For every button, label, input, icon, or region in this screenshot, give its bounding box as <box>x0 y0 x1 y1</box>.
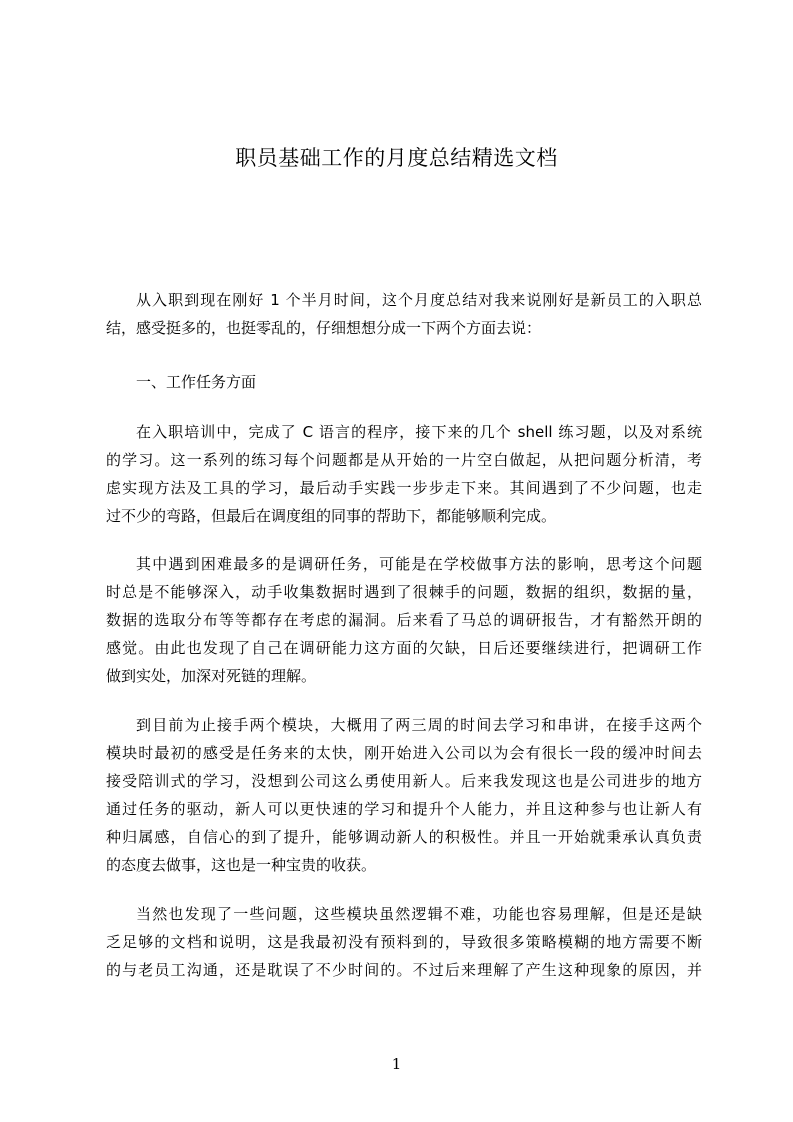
text-line: 数据的选取分布等等都存在考虑的漏洞。后来看了马总的调研报告，才有豁然开朗的 <box>106 611 702 629</box>
text-line: 时总是不能够深入，动手收集数据时遇到了很棘手的问题，数据的组织，数据的量， <box>106 583 702 601</box>
text-line: 虑实现方法及工具的学习，最后动手实践一步步走下来。其间遇到了不少问题，也走 <box>106 479 702 497</box>
text-line: 做到实处，加深对死链的理解。 <box>106 667 317 685</box>
text-line: 在入职培训中，完成了 C 语言的程序，接下来的几个 shell 练习题，以及对系统 <box>136 423 702 441</box>
text-line: 接受陪训式的学习，没想到公司这么勇使用新人。后来我发现这也是公司进步的地方 <box>106 772 702 790</box>
text-line: 结，感受挺多的，也挺零乱的，仔细想想分成一下两个方面去说： <box>106 319 542 337</box>
page-number: 1 <box>391 1055 402 1073</box>
text-line: 的学习。这一系列的练习每个问题都是从开始的一片空白做起，从把问题分析清，考 <box>106 451 702 469</box>
paragraph-research <box>106 550 702 690</box>
paragraph-problems <box>106 900 702 984</box>
text-line: 感觉。由此也发现了自己在调研能力这方面的欠缺，日后还要继续进行，把调研工作 <box>106 639 702 657</box>
text-line: 从入职到现在刚好 1 个半月时间，这个月度总结对我来说刚好是新员工的入职总 <box>136 291 702 309</box>
text-line: 当然也发现了一些问题，这些模块虽然逻辑不难，功能也容易理解，但是还是缺 <box>136 905 702 923</box>
text-line: 到目前为止接手两个模块，大概用了两三周的时间去学习和串讲，在接手这两个 <box>136 716 702 734</box>
text-line: 过不少的弯路，但最后在调度组的同事的帮助下，都能够顺利完成。 <box>106 507 557 525</box>
paragraph-intro <box>106 286 702 342</box>
text-line: 的与老员工沟通，还是耽误了不少时间的。不过后来理解了产生这种现象的原因，并 <box>106 961 702 979</box>
text-line: 的态度去做事，这也是一种宝贵的收获。 <box>106 856 377 874</box>
paragraph-modules <box>106 711 702 879</box>
text-line: 其中遇到困难最多的是调研任务，可能是在学校做事方法的影响，思考这个问题 <box>136 555 702 573</box>
text-line: 种归属感，自信心的到了提升，能够调动新人的积极性。并且一开始就秉承认真负责 <box>106 828 702 846</box>
text-line: 模块时最初的感受是任务来的太快，刚开始进入公司以为会有很长一段的缓冲时间去 <box>106 744 702 762</box>
paragraph-training <box>106 418 702 530</box>
text-line: 通过任务的驱动，新人可以更快速的学习和提升个人能力，并且这种参与也让新人有 <box>106 800 702 818</box>
document-title: 职员基础工作的月度总结精选文档 <box>235 146 558 170</box>
section-heading: 一、工作任务方面 <box>136 373 257 391</box>
text-line: 乏足够的文档和说明，这是我最初没有预料到的，导致很多策略模糊的地方需要不断 <box>106 933 702 951</box>
